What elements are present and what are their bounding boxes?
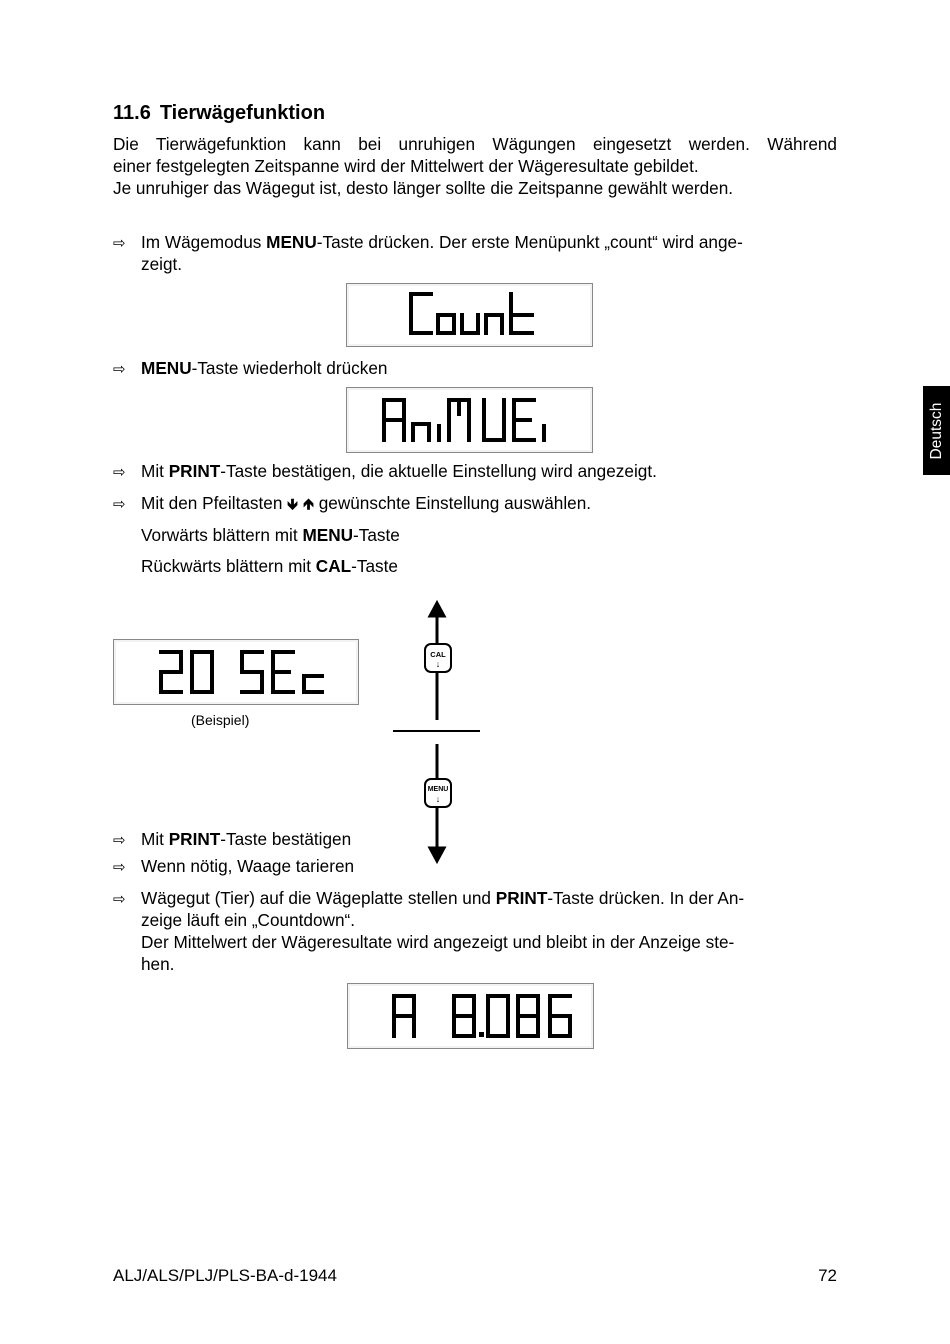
step-4-forward: [141, 524, 400, 546]
step-1-text-b: -Taste drücken. Der erste Menüpunkt „count“ wird ange-: [316, 232, 743, 252]
step-4-backward-text: Rückwärts blättern mit: [141, 556, 316, 576]
display-animal: [346, 387, 593, 453]
display-time-segments: [114, 640, 358, 704]
step-6: [113, 855, 354, 879]
intro-line-3: Je unruhiger das Wägegut ist, desto länger sollte die Zeitspanne gewählt werden.: [113, 178, 734, 198]
arrow-bullet-icon: ⇨: [113, 235, 126, 252]
arrow-bullet-icon: ⇨: [113, 859, 126, 876]
step-4-text-b: gewünschte Einstellung auswählen.: [313, 493, 592, 513]
step-2-text: -Taste wiederholt drücken: [191, 358, 388, 378]
navigation-arrows-diagram: [385, 600, 495, 865]
display-result-segments: [348, 984, 593, 1048]
cal-key-label: CAL: [430, 650, 446, 659]
step-1-key: MENU: [266, 232, 317, 252]
step-1-text-a: Im Wägemodus: [141, 232, 267, 252]
step-3-text-b: -Taste bestätigen, die aktuelle Einstellung wird angezeigt.: [220, 461, 657, 481]
step-3: [113, 460, 657, 484]
intro-line-2: einer festgelegten Zeitspanne wird der Mittelwert der Wägeresultate gebildet.: [113, 156, 699, 176]
language-tab-label: Deutsch: [927, 402, 945, 459]
step-3-text-a: Mit: [141, 461, 169, 481]
menu-key-icon: [424, 778, 452, 808]
display-animal-segments: [347, 388, 592, 452]
step-4-text-a: Mit den Pfeiltasten: [141, 493, 288, 513]
section-heading: [113, 102, 325, 125]
step-7-line-2: zeige läuft ein „Countdown“.: [141, 910, 356, 930]
step-7-line-3: Der Mittelwert der Wägeresultate wird angezeigt und bleibt in der Anzeige ste-: [141, 932, 735, 952]
cal-key-icon: [424, 643, 452, 673]
arrow-bullet-icon: ⇨: [113, 832, 126, 849]
step-7: [113, 887, 744, 911]
step-5-text-b: -Taste bestätigen: [220, 829, 352, 849]
section-title: Tierwägefunktion: [159, 102, 326, 124]
display-result: [347, 983, 594, 1049]
step-4-forward-key: MENU: [302, 525, 354, 545]
footer-page-number: 72: [818, 1266, 837, 1285]
step-5-text-a: Mit: [141, 829, 169, 849]
step-1: [113, 231, 743, 255]
display-count-segments: [347, 284, 592, 346]
language-tab: [923, 386, 950, 475]
section-number: 11.6: [113, 102, 151, 124]
menu-key-arrow: ↓: [435, 794, 441, 804]
arrow-bullet-icon: ⇨: [113, 891, 126, 908]
step-6-text: Wenn nötig, Waage tarieren: [141, 856, 355, 876]
step-4: [113, 492, 591, 516]
step-4-backward-suffix: -Taste: [351, 556, 398, 576]
step-1-line-2: zeigt.: [141, 254, 183, 274]
step-7-key: PRINT: [495, 888, 548, 908]
menu-key-label: MENU: [427, 786, 449, 793]
step-7-text-a: Wägegut (Tier) auf die Wägeplatte stellen und: [141, 888, 496, 908]
arrow-bullet-icon: ⇨: [113, 464, 126, 481]
up-down-arrows-icon: 🡻 🡹: [287, 495, 314, 513]
step-5: [113, 828, 351, 852]
cal-key-arrow: ↓: [435, 659, 441, 669]
arrow-bullet-icon: ⇨: [113, 361, 126, 378]
arrow-bullet-icon: ⇨: [113, 496, 126, 513]
decimal-point: [479, 1032, 484, 1037]
step-4-backward: [141, 555, 398, 577]
intro-line-1: Die Tierwägefunktion kann bei unruhigen Wägungen eingesetzt werden. Während: [113, 134, 837, 154]
step-2-key: MENU: [141, 358, 192, 378]
step-7-text-b: -Taste drücken. In der An-: [547, 888, 745, 908]
display-count: [346, 283, 593, 347]
step-3-key: PRINT: [168, 461, 221, 481]
footer-doc-id: ALJ/ALS/PLJ/PLS-BA-d-1944: [113, 1266, 337, 1285]
step-7-line-4: hen.: [141, 954, 175, 974]
step-2: [113, 357, 387, 381]
step-4-forward-text: Vorwärts blättern mit: [141, 525, 303, 545]
step-5-key: PRINT: [168, 829, 221, 849]
display-time: [113, 639, 359, 705]
step-4-backward-key: CAL: [315, 556, 352, 576]
example-caption: (Beispiel): [191, 712, 250, 728]
step-4-forward-suffix: -Taste: [353, 525, 400, 545]
